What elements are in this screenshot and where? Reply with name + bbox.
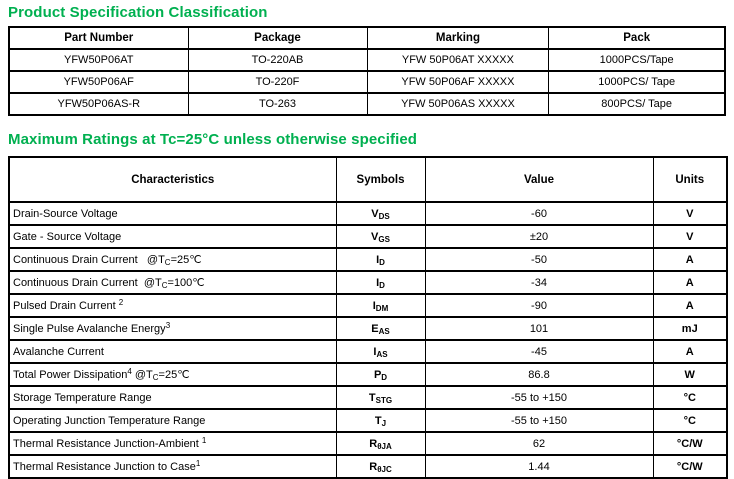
cell: Single Pulse Avalanche Energy$^3$ [9, 317, 336, 340]
column-header: Package [188, 27, 367, 49]
cell: W [653, 363, 727, 386]
cell: Total Power Dissipation$^4$ $@T_C=25℃$ [9, 363, 336, 386]
table-row [9, 409, 727, 432]
cell: A [653, 248, 727, 271]
cell: YFW 50P06AS XXXXX [367, 93, 549, 115]
column-header: Units [653, 157, 727, 202]
cell: $R_{\theta JA}$ [336, 432, 425, 455]
cell: Continuous Drain Current $@T_C=25℃$ [9, 248, 336, 271]
cell: V [653, 225, 727, 248]
cell: 62 [425, 432, 653, 455]
cell: 800PCS/ Tape [549, 93, 725, 115]
table-row [9, 271, 727, 294]
cell: Storage Temperature Range [9, 386, 336, 409]
ratings-table [8, 156, 728, 479]
table-row [9, 363, 727, 386]
cell: 1000PCS/Tape [549, 49, 725, 71]
cell: YFW50P06AT [9, 49, 188, 71]
ratings-header-row [9, 157, 727, 202]
cell: $T_{STG}$ [336, 386, 425, 409]
column-header: Marking [367, 27, 549, 49]
section-heading-maximum-ratings: Maximum Ratings at Tc=25°C unless otherwise specified [8, 131, 418, 148]
table-row [9, 49, 725, 71]
cell: TO-263 [188, 93, 367, 115]
table-row [9, 294, 727, 317]
column-header: Characteristics [9, 157, 336, 202]
table-row [9, 432, 727, 455]
cell: °C [653, 409, 727, 432]
cell: $V_{DS}$ [336, 202, 425, 225]
classification-header-row [9, 27, 725, 49]
cell: $R_{\theta JC}$ [336, 455, 425, 478]
cell: YFW50P06AF [9, 71, 188, 93]
section-heading-product-classification: Product Specification Classification [8, 4, 268, 21]
cell: °C [653, 386, 727, 409]
cell: -50 [425, 248, 653, 271]
table-row [9, 202, 727, 225]
cell: -55 to +150 [425, 409, 653, 432]
cell: Gate - Source Voltage [9, 225, 336, 248]
cell: 86.8 [425, 363, 653, 386]
cell: $P_D$ [336, 363, 425, 386]
cell: $I_{AS}$ [336, 340, 425, 363]
cell: °C/W [653, 455, 727, 478]
cell: A [653, 340, 727, 363]
cell: -60 [425, 202, 653, 225]
column-header: Part Number [9, 27, 188, 49]
cell: TO-220F [188, 71, 367, 93]
cell: YFW50P06AS-R [9, 93, 188, 115]
column-header: Value [425, 157, 653, 202]
cell: ±20 [425, 225, 653, 248]
cell: 1000PCS/ Tape [549, 71, 725, 93]
cell: Continuous Drain Current $@T_C=100℃$ [9, 271, 336, 294]
cell: -45 [425, 340, 653, 363]
table-row [9, 455, 727, 478]
cell: -55 to +150 [425, 386, 653, 409]
cell: °C/W [653, 432, 727, 455]
column-header: Symbols [336, 157, 425, 202]
cell: V [653, 202, 727, 225]
cell: Pulsed Drain Current $^2$ [9, 294, 336, 317]
cell: 101 [425, 317, 653, 340]
table-row [9, 71, 725, 93]
table-row [9, 225, 727, 248]
cell: TO-220AB [188, 49, 367, 71]
cell: Drain-Source Voltage [9, 202, 336, 225]
cell: Avalanche Current [9, 340, 336, 363]
cell: $I_D$ [336, 271, 425, 294]
table-row [9, 248, 727, 271]
cell: $E_{AS}$ [336, 317, 425, 340]
cell: $I_D$ [336, 248, 425, 271]
cell: A [653, 271, 727, 294]
cell: Operating Junction Temperature Range [9, 409, 336, 432]
column-header: Pack [549, 27, 725, 49]
cell: A [653, 294, 727, 317]
cell: $T_J$ [336, 409, 425, 432]
cell: YFW 50P06AF XXXXX [367, 71, 549, 93]
cell: mJ [653, 317, 727, 340]
classification-table [8, 26, 726, 116]
table-row [9, 93, 725, 115]
table-row [9, 317, 727, 340]
table-row [9, 340, 727, 363]
cell: $V_{GS}$ [336, 225, 425, 248]
cell: 1.44 [425, 455, 653, 478]
cell: -34 [425, 271, 653, 294]
cell: Thermal Resistance Junction to Case$^1$ [9, 455, 336, 478]
cell: Thermal Resistance Junction-Ambient $^1$ [9, 432, 336, 455]
cell: $I_{DM}$ [336, 294, 425, 317]
cell: YFW 50P06AT XXXXX [367, 49, 549, 71]
table-row [9, 386, 727, 409]
cell: -90 [425, 294, 653, 317]
